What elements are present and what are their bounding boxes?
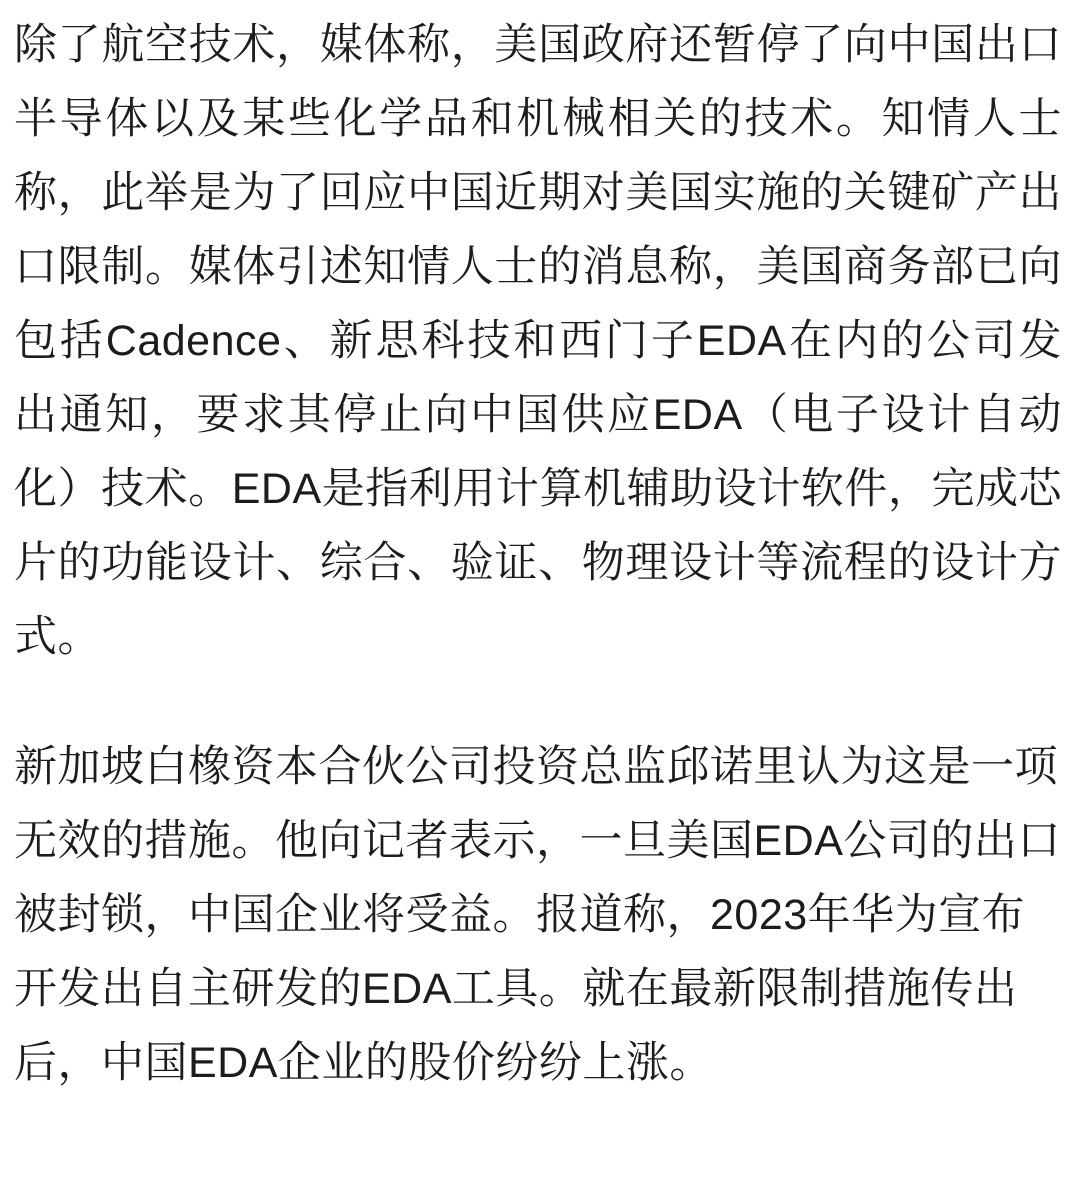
article-paragraph-1: 除了航空技术，媒体称，美国政府还暂停了向中国出口半导体以及某些化学品和机械相关的技术。知情人士称，此举是为了回应中国近期对美国实施的关键矿产出口限制。媒体引述知情人士的消息称，美国商务部已向包括Cadence、新思科技和西门子EDA在内的公司发出通知，要求其停止向中国供应EDA（电子设计自动化）技术。EDA是指利用计算机辅助设计软件，完成芯片的功能设计、综合、验证、物理设计等流程的设计方式。: [14, 21, 1062, 661]
article-paragraph-2: 新加坡白橡资本合伙公司投资总监邱诺里认为这是一项无效的措施。他向记者表示，一旦美国EDA公司的出口被封锁，中国企业将受益。报道称，2023年华为宣布开发出自主研发的EDA工具。就在最新限制措施传出后，中国EDA企业的股价纷纷上涨。: [14, 743, 1061, 1087]
